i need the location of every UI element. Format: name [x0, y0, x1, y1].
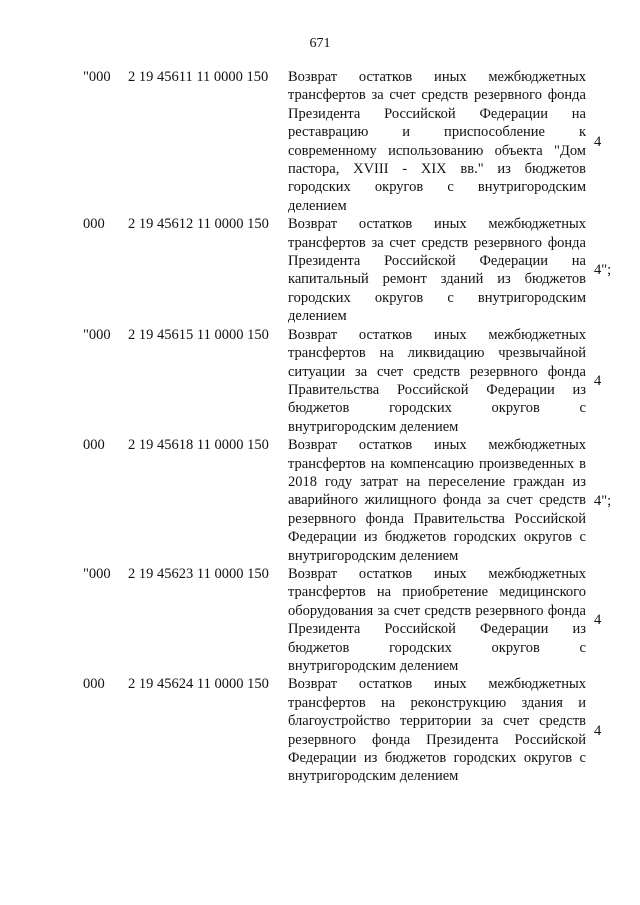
- budget-classification-code: 2 19 45624 11 0000 150: [128, 676, 269, 693]
- norm-value-text: 4: [594, 612, 602, 629]
- income-name: Возврат остатков иных межбюджетных трансфертов за счет средств резервного фонда Президента Российской Федерации на капитальный ремонт зданий из бюджетов городских округов с внутригородским делением: [288, 216, 586, 325]
- norm-value-text: 4: [594, 133, 602, 150]
- table-row: [0, 326, 640, 436]
- income-name: Возврат остатков иных межбюджетных трансфертов на приобретение медицинского оборудования за счет средств резервного фонда Президента Российской Федерации из бюджетов городских округов с внутригородским делением: [288, 565, 586, 674]
- norm-value: [594, 68, 624, 215]
- admin-code: 000: [83, 437, 105, 454]
- norm-value: [594, 436, 624, 565]
- norm-value: [594, 565, 624, 675]
- admin-code: "000: [83, 326, 111, 343]
- admin-code: "000: [83, 69, 111, 85]
- table-row: [0, 675, 640, 785]
- admin-code: 000: [83, 216, 105, 233]
- norm-value: [594, 675, 624, 785]
- norm-value: [594, 215, 624, 325]
- income-name: Возврат остатков иных межбюджетных трансфертов на компенсацию произведенных в 2018 году затрат на переселение граждан из аварийного жилищного фонда за счет средств резервного фонда Правительства Российской Федерации из бюджетов городских округов с внутригородским делением: [288, 437, 586, 564]
- norm-value: [594, 326, 624, 436]
- budget-classification-code: 2 19 45611 11 0000 150: [128, 69, 269, 85]
- income-name: Возврат остатков иных межбюджетных трансфертов на реконструкцию здания и благоустройство территории за счет средств резервного фонда Президента Российской Федерации из бюджетов городских округов с внутригородским делением: [288, 676, 586, 785]
- income-name: Возврат остатков иных межбюджетных трансфертов на ликвидацию чрезвычайной ситуации за счет средств резервного фонда Правительства Российской Федерации из бюджетов городских округов с внутригородским делением: [288, 326, 586, 435]
- norm-value-text: 4";: [594, 262, 612, 279]
- norm-value-text: 4: [594, 372, 602, 389]
- budget-classification-code: 2 19 45618 11 0000 150: [128, 437, 269, 454]
- table-row: [0, 68, 640, 215]
- budget-classification-code: 2 19 45612 11 0000 150: [128, 216, 269, 233]
- budget-code-table: [0, 68, 640, 786]
- table-row: [0, 565, 640, 675]
- budget-classification-code: 2 19 45623 11 0000 150: [128, 565, 269, 582]
- table-row: [0, 215, 640, 325]
- table-row: [0, 436, 640, 565]
- income-name: Возврат остатков иных межбюджетных трансфертов за счет средств резервного фонда Президента Российской Федерации на реставрацию и приспособление к современному использованию объекта "Дом пастора, XVIII - XIX вв." из бюджетов городских округов с внутригородским делением: [288, 69, 586, 214]
- admin-code: "000: [83, 565, 111, 582]
- budget-classification-code: 2 19 45615 11 0000 150: [128, 326, 269, 343]
- admin-code: 000: [83, 676, 105, 693]
- norm-value-text: 4: [594, 722, 602, 739]
- norm-value-text: 4";: [594, 492, 612, 509]
- page-number: 671: [309, 36, 331, 51]
